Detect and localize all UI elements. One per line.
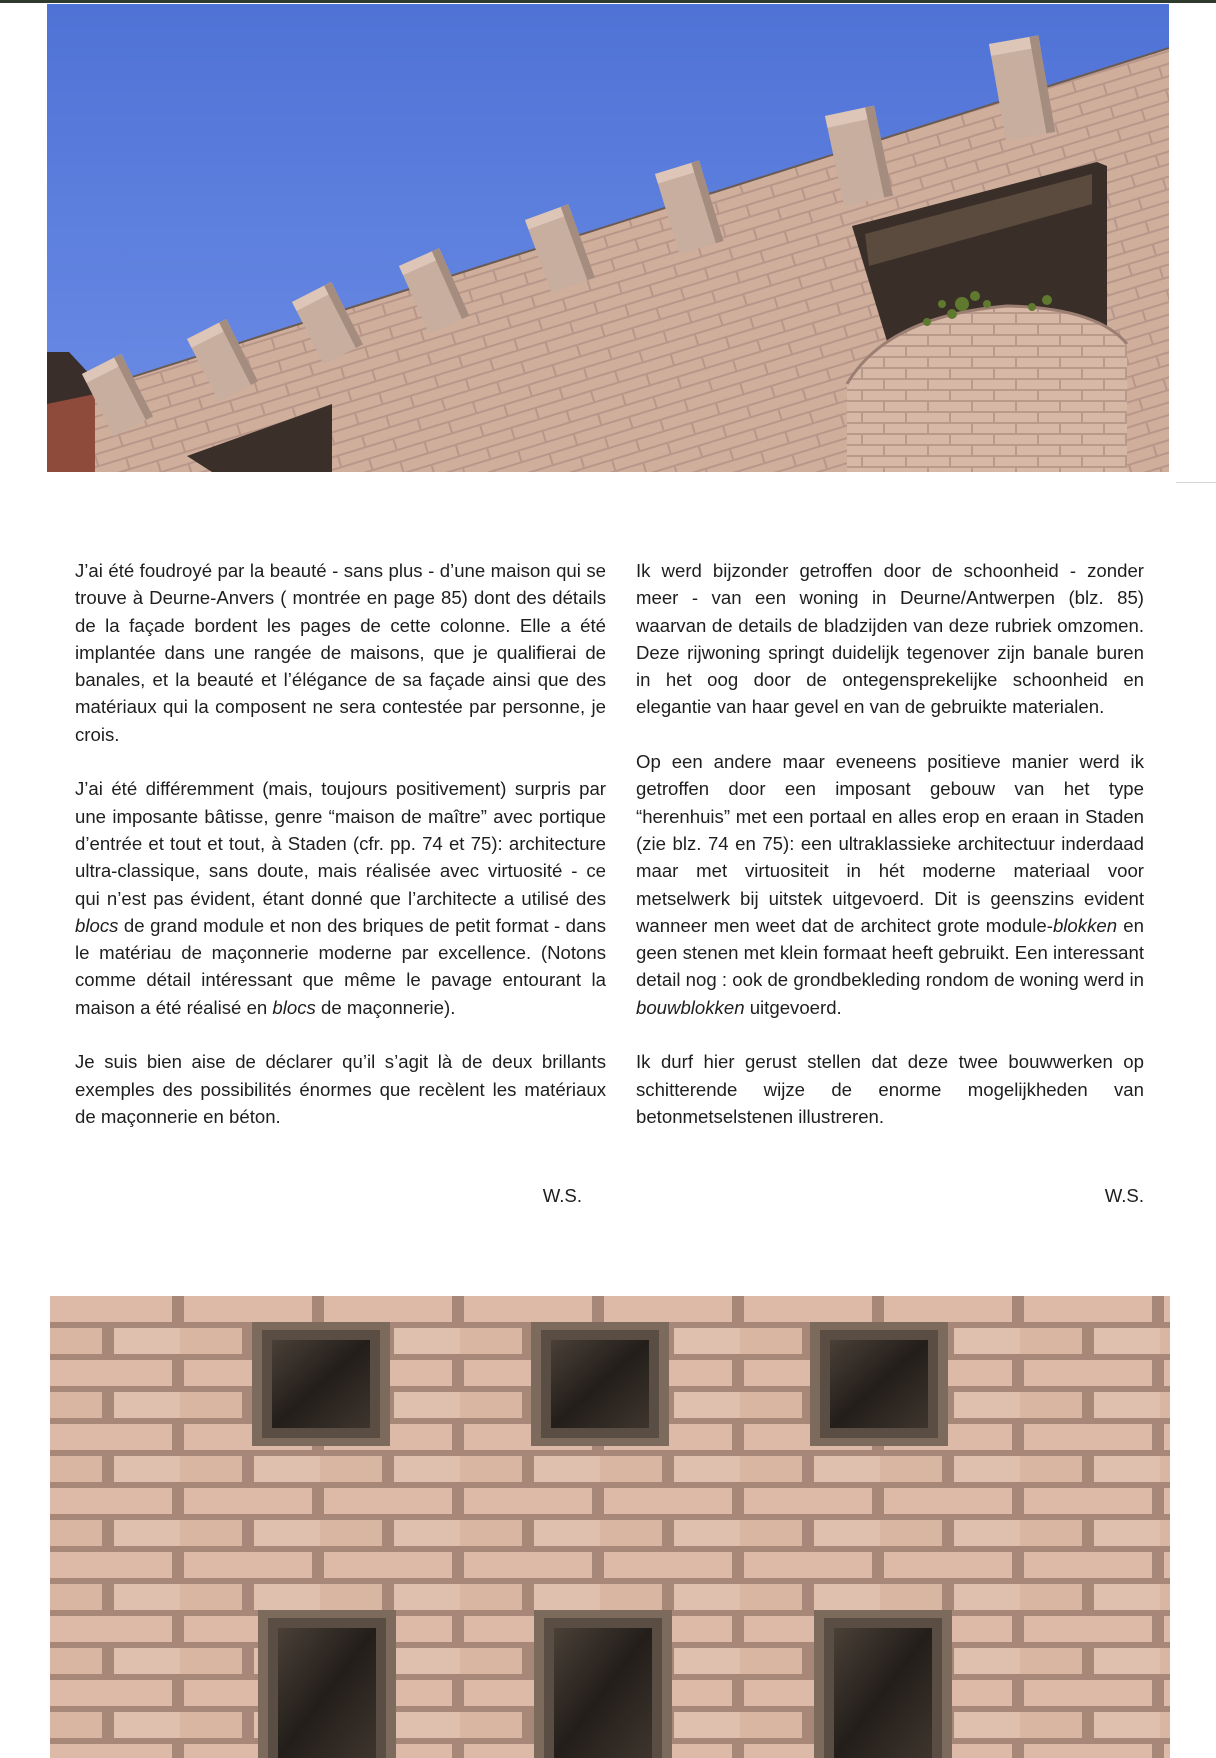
french-paragraph-2 <box>75 775 606 1021</box>
french-p2-text-c: de grand module et non des briques de petit format - dans le matériau de maçonnerie moderne par excellence. (Notons comme détail intéressant que même le pavage entourant la maison a été réalisé en <box>75 914 606 1018</box>
dutch-paragraph-2 <box>636 748 1144 1021</box>
dutch-p2-italic-blokken: blokken <box>1052 914 1118 936</box>
margin-rule <box>1176 482 1216 483</box>
dutch-paragraph-3: Ik durf hier gerust stellen dat deze twee bouwwerken op schitterende wijze de enorme mogelijkheden van betonmetselstenen illustreren. <box>636 1051 1144 1127</box>
dutch-p2-text-e: uitgevoerd. <box>744 996 842 1018</box>
glass-blocks-row-1 <box>252 1322 948 1446</box>
french-p2-text-e: de maçonnerie). <box>315 996 456 1018</box>
french-p2-text-a: J’ai été différemment (mais, toujours positivement) surpris par une imposante bâtisse, genre “maison de maître” avec portique d’entrée et tout et tout, à Staden (cfr. pp. 74 et 75): architecture ultra-classique, sans doute, mais réalisée avec virtuosité - ce qui n’est pas évident, étant donné que l’architecte a utilisé des <box>75 778 606 909</box>
french-p2-italic-blocs: blocs <box>75 914 119 936</box>
french-signature: W.S. <box>542 1185 582 1206</box>
dutch-column <box>636 557 1144 1158</box>
french-column <box>75 557 606 1158</box>
french-paragraph-3: Je suis bien aise de déclarer qu’il s’agit là de deux brillants exemples des possibilités énormes que recèlent les matériaux de maçonnerie en béton. <box>75 1051 606 1127</box>
dutch-signature: W.S. <box>1104 1185 1144 1206</box>
top-rule <box>0 0 1216 3</box>
glass-block-wall-photo <box>50 1296 1170 1758</box>
french-p2-italic-blocs-2: blocs <box>272 996 316 1018</box>
dutch-p2-italic-bouwblokken: bouwblokken <box>636 996 745 1018</box>
facade-corbels-photo <box>47 4 1169 472</box>
glass-blocks-row-2 <box>258 1610 952 1758</box>
dutch-p2-text-a: Op een andere maar eveneens positieve manier werd ik getroffen door een imposant gebouw van het type “herenhuis” met een portaal en alles erop en eraan in Staden (zie blz. 74 en 75): een ultraklassieke architectuur inderdaad maar met virtuositeit in hét moderne materiaal voor metselwerk bij uitstek uitgevoerd. Dit is geenszins evident wanneer men weet dat de architect grote module- <box>636 751 1144 936</box>
dutch-paragraph-1: Ik werd bijzonder getroffen door de schoonheid - zonder meer - van een woning in Deurne/Antwerpen (blz. 85) waarvan de details de bladzijden van deze rubriek omzomen. Deze rijwoning springt duidelijk tegenover zijn banale buren in het oog door de ontegensprekelijke schoonheid en elegantie van haar gevel en van de gebruikte materialen. <box>636 560 1144 718</box>
french-paragraph-1: J’ai été foudroyé par la beauté - sans plus - d’une maison qui se trouve à Deurne-Anvers ( montrée en page 85) dont des détails de la façade bordent les pages de cette colonne. Elle a été implantée dans une rangée de maisons, que je qualifierai de banales, et la beauté et l’élégance de sa façade ainsi que des matériaux qui la composent ne sera contestée par personne, je crois. <box>75 560 606 745</box>
dutch-p2-text-c: en geen stenen met klein formaat heeft gebruikt. Een interessant detail nog : ook de grondbekleding rondom de woning werd in <box>636 914 1144 991</box>
